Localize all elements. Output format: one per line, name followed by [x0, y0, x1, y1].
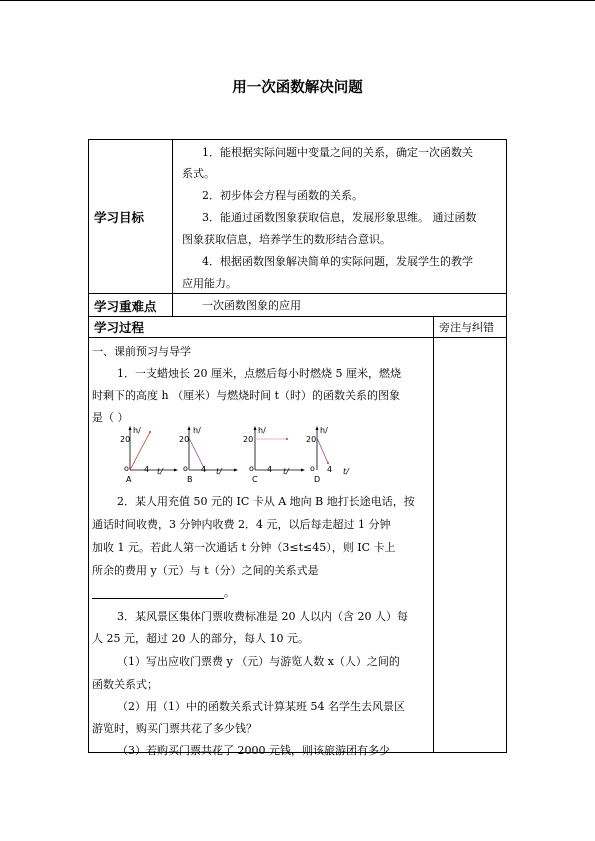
- graph-d-y-axis-label: h/: [320, 426, 328, 435]
- q3-line: （2）用（1）中的函数关系式计算某班 54 名学生去风景区: [117, 700, 405, 713]
- objective-line: 图象获取信息，培养学生的数形结合意识。: [182, 233, 391, 246]
- graph-a-x-axis-label: t/: [157, 467, 163, 476]
- objective-line: 3．能通过函数图象获取信息，发展形象思维。 通过函数: [202, 211, 477, 224]
- graph-b-y-value: 20: [179, 435, 190, 444]
- page-title: 用一次函数解决问题: [232, 80, 363, 96]
- q1-line: 是（ ）: [92, 411, 129, 424]
- graph-c-y-axis-label: h/: [258, 426, 266, 435]
- graph-a-y-value: 20: [120, 435, 131, 444]
- graph-b-origin: o: [183, 464, 188, 473]
- x-arrow: [301, 469, 305, 472]
- graph-c-letter: C: [252, 475, 258, 484]
- table-border-right: [506, 139, 507, 753]
- row-divider-process-header: [88, 337, 507, 338]
- side-column-divider: [433, 316, 434, 753]
- q2-line-end: 。: [224, 586, 235, 599]
- table-border-left: [88, 139, 89, 753]
- graph-line: [317, 438, 328, 463]
- objective-line: 1．能根据实际问题中变量之间的关系，确定一次函数关: [202, 146, 473, 159]
- row-divider-keypoints: [88, 316, 507, 317]
- graph-d-x-value: 4: [327, 465, 333, 474]
- x-arrow: [234, 469, 238, 472]
- graph-point: [149, 431, 151, 433]
- graph-b-x-axis-label: t/: [216, 467, 222, 476]
- side-notes-label: 旁注与纠错: [439, 321, 494, 334]
- q2-line: 2．某人用充值 50 元的 IC 卡从 A 地向 B 地打长途电话，按: [117, 495, 415, 508]
- graph-d-x-axis-label: t/: [343, 467, 349, 476]
- graph-d: [308, 425, 358, 480]
- section-heading: 一、课前预习与导学: [92, 345, 191, 358]
- answer-blank: [92, 598, 224, 599]
- objective-line: 4．根据函数图象解决简单的实际问题，发展学生的教学: [202, 255, 473, 268]
- q3-line: 函数关系式；: [92, 678, 158, 691]
- graph-b-y-axis-label: h/: [193, 426, 201, 435]
- q2-line: 所余的费用 y（元）与 t（分）之间的关系式是: [92, 564, 319, 577]
- graph-d-y-value: 20: [306, 435, 317, 444]
- y-arrow: [316, 426, 319, 430]
- objective-line: 2．初步体会方程与函数的关系。: [202, 189, 363, 202]
- graph-d-origin: o: [310, 464, 315, 473]
- process-label: 学习过程: [94, 320, 145, 335]
- q2-line: 通话时间收费，3 分钟内收费 2．4 元，以后每走超过 1 分钟: [92, 518, 391, 531]
- y-arrow: [254, 426, 257, 430]
- top-rule: [0, 0, 595, 1]
- graph-b-x-value: 4: [201, 465, 207, 474]
- objectives-label: 学习目标: [94, 210, 145, 225]
- graph-a-y-axis-label: h/: [133, 426, 141, 435]
- row-divider-objectives: [88, 293, 507, 294]
- graph-c-origin: o: [249, 464, 254, 473]
- graph-point: [327, 462, 329, 464]
- key-points-text: 一次函数图象的应用: [202, 299, 301, 312]
- q3-line: （3）若购买门票共花了 2000 元钱，则该旅游团有多少: [117, 744, 390, 757]
- key-points-label: 学习重难点: [94, 299, 157, 314]
- graph-b-letter: B: [187, 475, 193, 484]
- x-arrow: [174, 469, 178, 472]
- graph-point: [286, 438, 288, 440]
- graph-a-letter: A: [126, 475, 132, 484]
- graph-c-x-axis-label: t/: [283, 467, 289, 476]
- graph-c-y-value: 20: [243, 435, 254, 444]
- q3-line: （1）写出应收门票费 y （元）与游览人数 x（人）之间的: [117, 655, 400, 668]
- graph-a-origin: o: [124, 464, 129, 473]
- q3-line: 游览时，购买门票共花了多少钱？: [92, 722, 257, 735]
- graph-c-x-value: 4: [267, 465, 273, 474]
- table-border-top: [88, 139, 507, 140]
- graph-a-x-value: 4: [144, 465, 150, 474]
- y-arrow: [129, 426, 132, 430]
- objective-line: 应用能力。: [182, 277, 237, 290]
- graph-d-letter: D: [314, 475, 321, 484]
- q2-line: 加收 1 元。若此人第一次通话 t 分钟（3≤t≤45），则 IC 卡上: [92, 541, 396, 554]
- y-arrow: [188, 426, 191, 430]
- q3-line: 3．某风景区集体门票收费标准是 20 人以内（含 20 人）每: [117, 610, 408, 623]
- graph-b: [181, 425, 241, 480]
- q1-line: 1．一支蜡烛长 20 厘米，点燃后每小时燃烧 5 厘米，燃烧: [117, 367, 401, 380]
- q3-line: 人 25 元，超过 20 人的部分，每人 10 元。: [92, 632, 309, 645]
- objective-line: 系式。: [182, 167, 215, 180]
- q1-line: 时剩下的高度 h （厘米）与燃烧时间 t（时）的函数关系的图象: [92, 389, 400, 402]
- label-column-divider: [172, 139, 173, 316]
